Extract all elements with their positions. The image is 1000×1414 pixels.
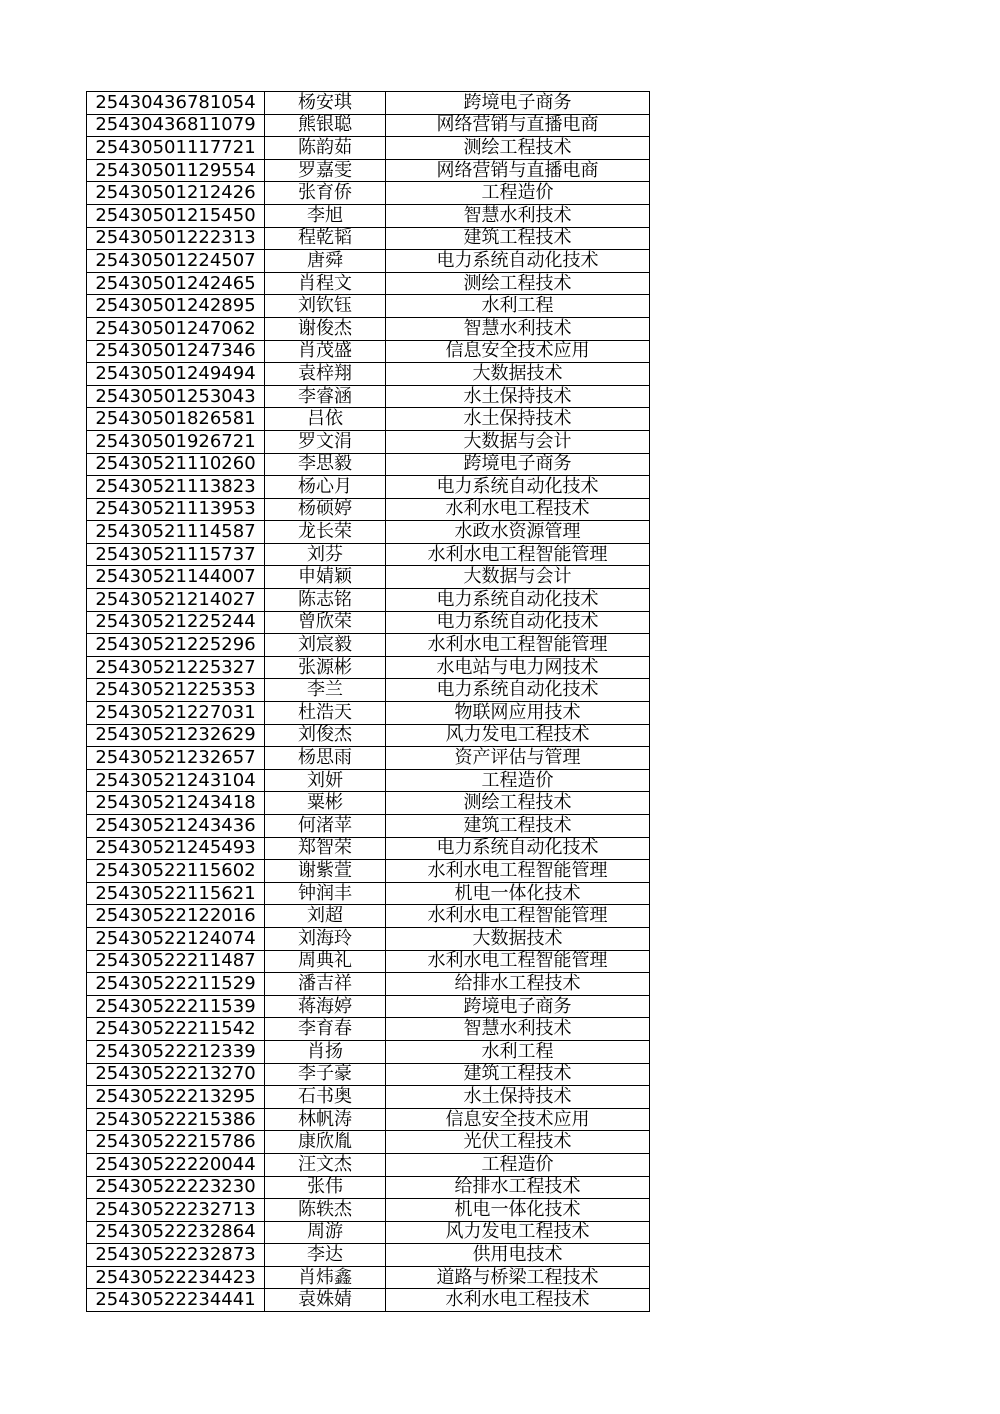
student-id-cell: 25430522215386 [87, 1108, 265, 1131]
student-id-cell: 25430522211542 [87, 1018, 265, 1041]
major-cell: 网络营销与直播电商 [386, 159, 650, 182]
major-cell: 电力系统自动化技术 [386, 837, 650, 860]
table-row [87, 679, 650, 702]
major-cell: 工程造价 [386, 769, 650, 792]
student-name-cell: 郑智荣 [265, 837, 386, 860]
student-name-cell: 谢俊杰 [265, 317, 386, 340]
major-cell: 水利水电工程智能管理 [386, 950, 650, 973]
student-name-cell: 熊银聪 [265, 114, 386, 137]
student-name-cell: 肖炜鑫 [265, 1266, 386, 1289]
student-id-cell: 25430521214027 [87, 589, 265, 612]
student-id-cell: 25430521243104 [87, 769, 265, 792]
table-row [87, 543, 650, 566]
table-row [87, 973, 650, 996]
student-id-cell: 25430501249494 [87, 363, 265, 386]
major-cell: 水电站与电力网技术 [386, 656, 650, 679]
major-cell: 建筑工程技术 [386, 227, 650, 250]
student-id-cell: 25430521110260 [87, 453, 265, 476]
major-cell: 工程造价 [386, 182, 650, 205]
student-name-cell: 龙长荣 [265, 521, 386, 544]
student-name-cell: 李子豪 [265, 1063, 386, 1086]
major-cell: 电力系统自动化技术 [386, 589, 650, 612]
major-cell: 跨境电子商务 [386, 453, 650, 476]
student-id-cell: 25430521113823 [87, 476, 265, 499]
student-id-cell: 25430522232864 [87, 1221, 265, 1244]
major-cell: 水利水电工程智能管理 [386, 905, 650, 928]
student-name-cell: 谢紫萱 [265, 860, 386, 883]
table-row [87, 724, 650, 747]
major-cell: 水利水电工程智能管理 [386, 634, 650, 657]
major-cell: 大数据与会计 [386, 430, 650, 453]
table-row [87, 1063, 650, 1086]
table-row [87, 1289, 650, 1312]
major-cell: 测绘工程技术 [386, 137, 650, 160]
student-name-cell: 康欣胤 [265, 1131, 386, 1154]
student-name-cell: 林帆涛 [265, 1108, 386, 1131]
student-id-cell: 25430521225353 [87, 679, 265, 702]
student-name-cell: 刘妍 [265, 769, 386, 792]
table-row [87, 92, 650, 115]
student-id-cell: 25430501247346 [87, 340, 265, 363]
student-id-cell: 25430521232629 [87, 724, 265, 747]
major-cell: 水利水电工程智能管理 [386, 543, 650, 566]
major-cell: 水利水电工程技术 [386, 1289, 650, 1312]
table-row [87, 1018, 650, 1041]
major-cell: 风力发电工程技术 [386, 1221, 650, 1244]
table-row [87, 566, 650, 589]
student-id-cell: 25430436811079 [87, 114, 265, 137]
student-table [86, 91, 650, 1312]
student-id-cell: 25430522211539 [87, 995, 265, 1018]
table-row [87, 453, 650, 476]
student-id-cell: 25430522211487 [87, 950, 265, 973]
table-row [87, 159, 650, 182]
student-id-cell: 25430522124074 [87, 927, 265, 950]
student-name-cell: 刘钦钰 [265, 295, 386, 318]
major-cell: 电力系统自动化技术 [386, 250, 650, 273]
major-cell: 智慧水利技术 [386, 204, 650, 227]
major-cell: 测绘工程技术 [386, 272, 650, 295]
student-id-cell: 25430521225296 [87, 634, 265, 657]
student-name-cell: 李达 [265, 1244, 386, 1267]
student-id-cell: 25430521227031 [87, 702, 265, 725]
student-name-cell: 申婧颖 [265, 566, 386, 589]
table-row [87, 430, 650, 453]
student-name-cell: 吕依 [265, 408, 386, 431]
student-name-cell: 张源彬 [265, 656, 386, 679]
student-name-cell: 汪文杰 [265, 1153, 386, 1176]
table-row [87, 950, 650, 973]
major-cell: 资产评估与管理 [386, 747, 650, 770]
major-cell: 大数据技术 [386, 363, 650, 386]
major-cell: 智慧水利技术 [386, 317, 650, 340]
major-cell: 建筑工程技术 [386, 815, 650, 838]
table-row [87, 1176, 650, 1199]
table-row [87, 385, 650, 408]
table-row [87, 702, 650, 725]
major-cell: 给排水工程技术 [386, 973, 650, 996]
student-name-cell: 陈韵茹 [265, 137, 386, 160]
student-name-cell: 李睿涵 [265, 385, 386, 408]
student-id-cell: 25430501253043 [87, 385, 265, 408]
table-row [87, 634, 650, 657]
student-id-cell: 25430522234441 [87, 1289, 265, 1312]
table-row [87, 860, 650, 883]
table-row [87, 589, 650, 612]
student-id-cell: 25430521114587 [87, 521, 265, 544]
table-row [87, 905, 650, 928]
table-row [87, 927, 650, 950]
student-id-cell: 25430521243436 [87, 815, 265, 838]
major-cell: 智慧水利技术 [386, 1018, 650, 1041]
student-id-cell: 25430501224507 [87, 250, 265, 273]
table-row [87, 1040, 650, 1063]
major-cell: 机电一体化技术 [386, 882, 650, 905]
major-cell: 电力系统自动化技术 [386, 679, 650, 702]
student-id-cell: 25430521113953 [87, 498, 265, 521]
table-row [87, 1199, 650, 1222]
student-name-cell: 杜浩天 [265, 702, 386, 725]
student-id-cell: 25430501926721 [87, 430, 265, 453]
student-id-cell: 25430522115602 [87, 860, 265, 883]
major-cell: 物联网应用技术 [386, 702, 650, 725]
student-name-cell: 李思毅 [265, 453, 386, 476]
student-table-body [87, 92, 650, 1312]
student-id-cell: 25430501826581 [87, 408, 265, 431]
student-name-cell: 何渚苹 [265, 815, 386, 838]
table-row [87, 227, 650, 250]
student-name-cell: 程乾韬 [265, 227, 386, 250]
table-row [87, 476, 650, 499]
major-cell: 水利工程 [386, 1040, 650, 1063]
student-name-cell: 肖扬 [265, 1040, 386, 1063]
major-cell: 水土保持技术 [386, 1086, 650, 1109]
student-name-cell: 肖茂盛 [265, 340, 386, 363]
table-row [87, 1221, 650, 1244]
student-id-cell: 25430521225244 [87, 611, 265, 634]
student-id-cell: 25430501129554 [87, 159, 265, 182]
table-row [87, 182, 650, 205]
major-cell: 网络营销与直播电商 [386, 114, 650, 137]
table-row [87, 250, 650, 273]
student-name-cell: 罗嘉雯 [265, 159, 386, 182]
student-name-cell: 袁梓翔 [265, 363, 386, 386]
table-row [87, 295, 650, 318]
student-name-cell: 蒋海婷 [265, 995, 386, 1018]
major-cell: 大数据技术 [386, 927, 650, 950]
student-name-cell: 杨心月 [265, 476, 386, 499]
table-row [87, 1108, 650, 1131]
student-name-cell: 钟润丰 [265, 882, 386, 905]
student-id-cell: 25430522232873 [87, 1244, 265, 1267]
table-row [87, 837, 650, 860]
student-name-cell: 罗文涓 [265, 430, 386, 453]
major-cell: 信息安全技术应用 [386, 340, 650, 363]
table-row [87, 408, 650, 431]
major-cell: 测绘工程技术 [386, 792, 650, 815]
student-name-cell: 潘吉祥 [265, 973, 386, 996]
table-row [87, 769, 650, 792]
student-name-cell: 陈轶杰 [265, 1199, 386, 1222]
student-id-cell: 25430522220044 [87, 1153, 265, 1176]
student-id-cell: 25430501242895 [87, 295, 265, 318]
student-id-cell: 25430522122016 [87, 905, 265, 928]
table-row [87, 317, 650, 340]
student-id-cell: 25430522234423 [87, 1266, 265, 1289]
student-id-cell: 25430501222313 [87, 227, 265, 250]
student-name-cell: 刘宸毅 [265, 634, 386, 657]
student-id-cell: 25430522213295 [87, 1086, 265, 1109]
student-id-cell: 25430522232713 [87, 1199, 265, 1222]
student-id-cell: 25430521144007 [87, 566, 265, 589]
student-id-cell: 25430521245493 [87, 837, 265, 860]
student-name-cell: 张育侨 [265, 182, 386, 205]
major-cell: 跨境电子商务 [386, 995, 650, 1018]
major-cell: 给排水工程技术 [386, 1176, 650, 1199]
table-row [87, 272, 650, 295]
student-name-cell: 陈志铭 [265, 589, 386, 612]
student-id-cell: 25430501242465 [87, 272, 265, 295]
major-cell: 水土保持技术 [386, 408, 650, 431]
table-row [87, 1266, 650, 1289]
major-cell: 供用电技术 [386, 1244, 650, 1267]
table-row [87, 363, 650, 386]
table-row [87, 521, 650, 544]
table-row [87, 340, 650, 363]
major-cell: 电力系统自动化技术 [386, 476, 650, 499]
student-name-cell: 袁姝婧 [265, 1289, 386, 1312]
student-name-cell: 刘海玲 [265, 927, 386, 950]
student-id-cell: 25430522212339 [87, 1040, 265, 1063]
student-name-cell: 石书奥 [265, 1086, 386, 1109]
major-cell: 信息安全技术应用 [386, 1108, 650, 1131]
student-id-cell: 25430522211529 [87, 973, 265, 996]
student-id-cell: 25430501117721 [87, 137, 265, 160]
student-name-cell: 李旭 [265, 204, 386, 227]
student-name-cell: 李育春 [265, 1018, 386, 1041]
student-id-cell: 25430521243418 [87, 792, 265, 815]
student-id-cell: 25430521232657 [87, 747, 265, 770]
table-row [87, 611, 650, 634]
major-cell: 水土保持技术 [386, 385, 650, 408]
major-cell: 建筑工程技术 [386, 1063, 650, 1086]
major-cell: 水利水电工程技术 [386, 498, 650, 521]
table-row [87, 114, 650, 137]
student-name-cell: 杨安琪 [265, 92, 386, 115]
table-row [87, 1086, 650, 1109]
major-cell: 道路与桥梁工程技术 [386, 1266, 650, 1289]
student-id-cell: 25430501247062 [87, 317, 265, 340]
table-row [87, 882, 650, 905]
major-cell: 水政水资源管理 [386, 521, 650, 544]
table-row [87, 204, 650, 227]
table-row [87, 792, 650, 815]
table-row [87, 498, 650, 521]
student-name-cell: 唐舜 [265, 250, 386, 273]
student-name-cell: 刘芬 [265, 543, 386, 566]
table-row [87, 1131, 650, 1154]
student-name-cell: 周典礼 [265, 950, 386, 973]
major-cell: 水利水电工程智能管理 [386, 860, 650, 883]
student-name-cell: 张伟 [265, 1176, 386, 1199]
major-cell: 工程造价 [386, 1153, 650, 1176]
student-id-cell: 25430522115621 [87, 882, 265, 905]
major-cell: 跨境电子商务 [386, 92, 650, 115]
major-cell: 电力系统自动化技术 [386, 611, 650, 634]
table-row [87, 1244, 650, 1267]
student-name-cell: 肖程文 [265, 272, 386, 295]
major-cell: 水利工程 [386, 295, 650, 318]
student-name-cell: 杨硕婷 [265, 498, 386, 521]
major-cell: 大数据与会计 [386, 566, 650, 589]
student-id-cell: 25430521115737 [87, 543, 265, 566]
student-id-cell: 25430501215450 [87, 204, 265, 227]
student-id-cell: 25430522215786 [87, 1131, 265, 1154]
student-name-cell: 粟彬 [265, 792, 386, 815]
student-id-cell: 25430521225327 [87, 656, 265, 679]
student-id-cell: 25430522213270 [87, 1063, 265, 1086]
table-row [87, 815, 650, 838]
student-name-cell: 刘超 [265, 905, 386, 928]
student-name-cell: 刘俊杰 [265, 724, 386, 747]
table-row [87, 995, 650, 1018]
student-id-cell: 25430436781054 [87, 92, 265, 115]
major-cell: 光伏工程技术 [386, 1131, 650, 1154]
student-id-cell: 25430522223230 [87, 1176, 265, 1199]
student-name-cell: 杨思雨 [265, 747, 386, 770]
student-name-cell: 周游 [265, 1221, 386, 1244]
table-row [87, 656, 650, 679]
table-row [87, 1153, 650, 1176]
student-name-cell: 李兰 [265, 679, 386, 702]
student-id-cell: 25430501212426 [87, 182, 265, 205]
table-row [87, 747, 650, 770]
student-name-cell: 曾欣荣 [265, 611, 386, 634]
major-cell: 机电一体化技术 [386, 1199, 650, 1222]
major-cell: 风力发电工程技术 [386, 724, 650, 747]
table-row [87, 137, 650, 160]
